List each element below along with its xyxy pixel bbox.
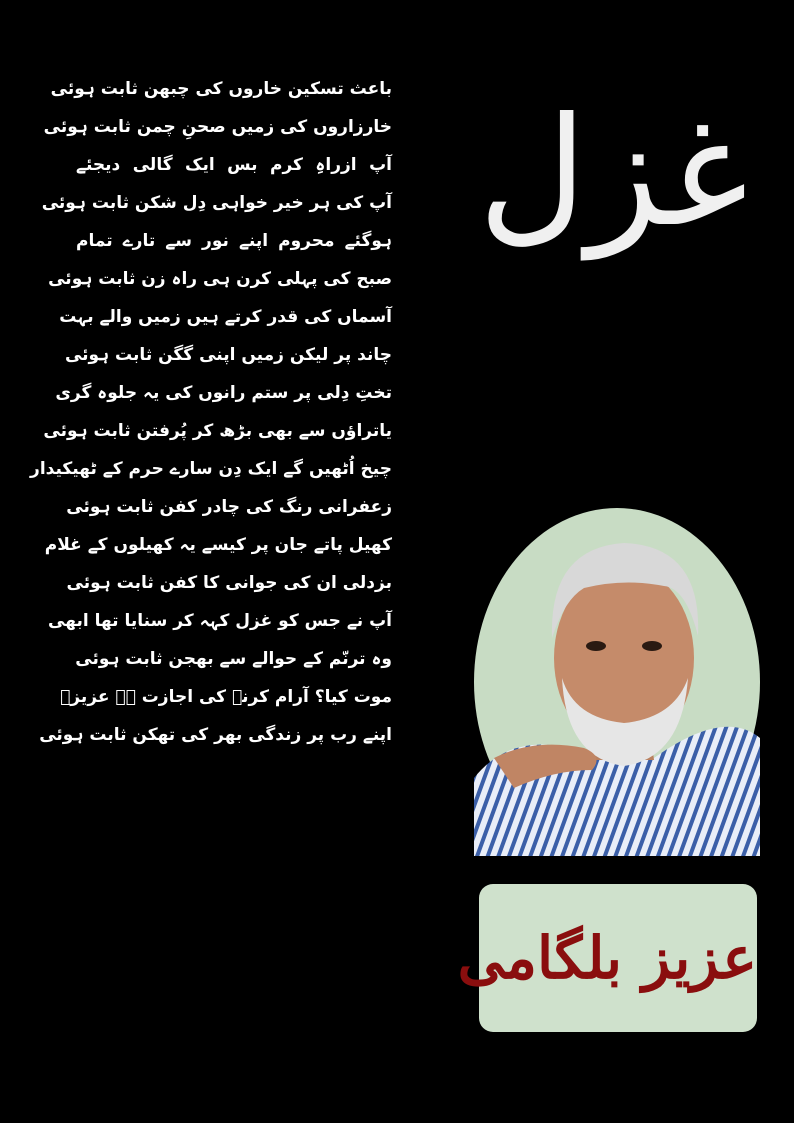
poem-line: وہ ترنّم کے حوالے سے بھجن ثابت ہوئی bbox=[75, 649, 392, 669]
poem-line: کھیل پاتے جان پر کیسے یہ کھیلوں کے غلام bbox=[44, 535, 392, 555]
poem-line: چیخ اُٹھیں گے ایک دِن سارے حرم کے ٹھیکیدار bbox=[30, 459, 392, 479]
poem-line: تختِ دِلی پر ستم رانوں کی یہ جلوہ گری bbox=[55, 383, 392, 403]
poem-line: ہوگئے محروم اپنے نور سے تارے تمام bbox=[76, 231, 392, 251]
right-eye-shape bbox=[642, 641, 662, 651]
ghazal-title: غزل bbox=[477, 86, 749, 260]
poem-line: اپنے رب پر زندگی بھر کی تھکن ثابت ہوئی bbox=[39, 725, 392, 745]
poet-name-box bbox=[457, 884, 757, 1032]
poem-line: بزدلی ان کی جوانی کا کفن ثابت ہوئی bbox=[66, 573, 392, 593]
poem-line: یاتراؤں سے بھی بڑھ کر پُرفتن ثابت ہوئی bbox=[43, 421, 392, 441]
poem-line: آپ ازراہِ کرم بس ایک گالی دیجئے bbox=[76, 155, 392, 175]
left-eye-shape bbox=[586, 641, 606, 651]
poem-line: آسماں کی قدر کرتے ہیں زمیں والے بہت bbox=[59, 307, 392, 327]
poem-line: چاند پر لیکن زمیں اپنی گگن ثابت ہوئی bbox=[64, 345, 392, 365]
poet-portrait bbox=[474, 508, 760, 856]
poem-line: آپ کی ہر خیر خواہی دِل شکن ثابت ہوئی bbox=[41, 193, 392, 213]
ghazal-poem bbox=[30, 70, 392, 754]
poem-line: موت کیا؟ آرام کرنے کی اجازت ہے عزیزؔ bbox=[60, 687, 392, 707]
poem-line: آپ نے جس کو غزل کہہ کر سنایا تھا ابھی bbox=[48, 611, 392, 631]
poem-line: باعث تسکین خاروں کی چبھن ثابت ہوئی bbox=[50, 79, 392, 99]
poet-name: عزیز بلگامی bbox=[457, 924, 757, 992]
poem-line: خارزاروں کی زمیں صحنِ چمن ثابت ہوئی bbox=[43, 117, 392, 137]
portrait-illustration bbox=[474, 508, 760, 856]
poem-line: زعفرانی رنگ کی چادر کفن ثابت ہوئی bbox=[66, 497, 392, 517]
poem-line: صبح کی پہلی کرن ہی راہ زن ثابت ہوئی bbox=[48, 269, 392, 289]
